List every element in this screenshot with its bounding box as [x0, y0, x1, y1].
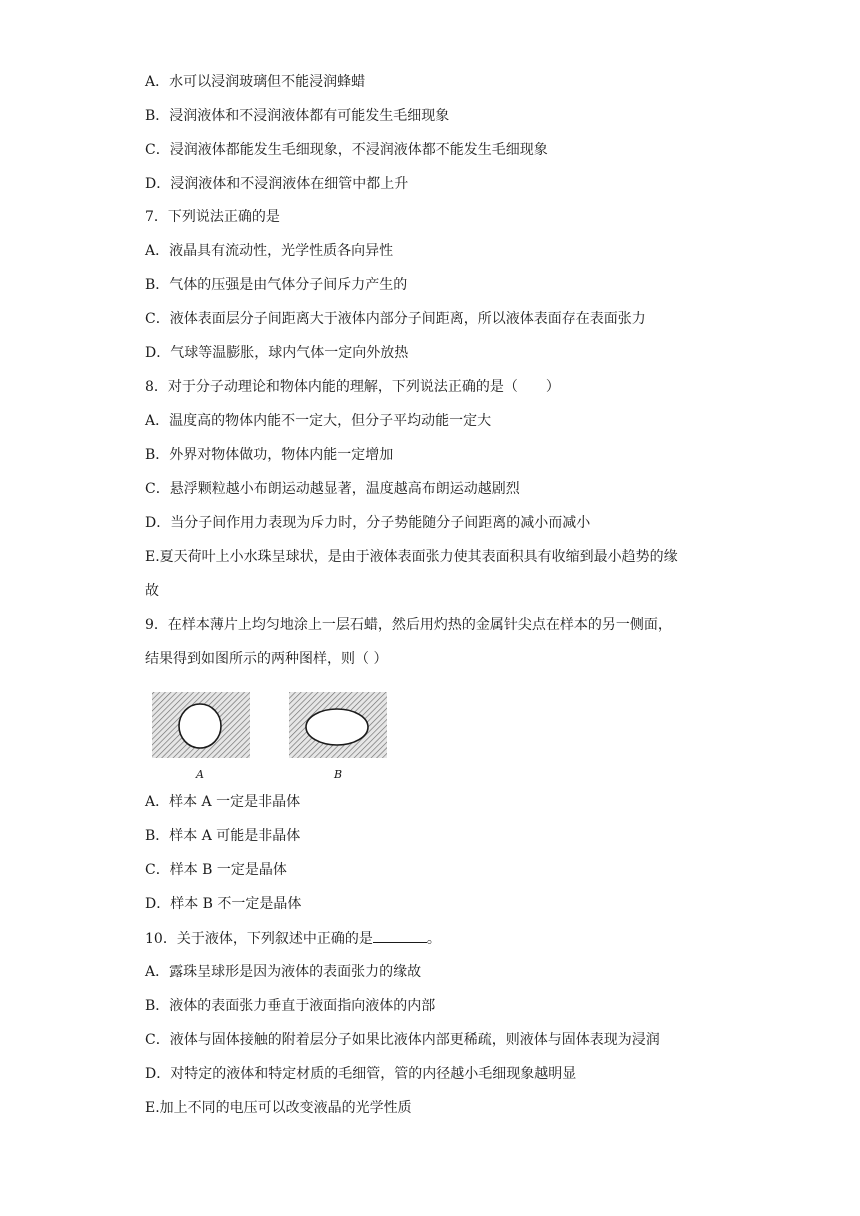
q10-stem-end: 。	[426, 931, 441, 947]
q9-option-b: B．样本 A 可能是非晶体	[145, 828, 301, 844]
q7-option-b: B．气体的压强是由气体分子间斥力产生的	[145, 277, 408, 293]
sample-b-melt-ellipse	[306, 709, 368, 745]
q6-option-b: B．浸润液体和不浸润液体都有可能发生毛细现象	[145, 108, 450, 124]
q9-option-d: D．样本 B 不一定是晶体	[145, 896, 302, 912]
q7-option-d: D．气球等温膨胀，球内气体一定向外放热	[145, 345, 409, 361]
q8-option-a: A．温度高的物体内能不一定大，但分子平均动能一定大	[145, 413, 492, 429]
figure-label-b: B	[334, 768, 343, 781]
q9-stem-line2: 结果得到如图所示的两种图样，则（ ）	[145, 651, 388, 667]
q9-option-a: A．样本 A 一定是非晶体	[145, 794, 301, 810]
q10-option-b: B．液体的表面张力垂直于液面指向液体的内部	[145, 998, 436, 1014]
q9-option-c: C．样本 B 一定是晶体	[145, 862, 287, 878]
q8-option-b: B．外界对物体做功，物体内能一定增加	[145, 447, 394, 463]
wax-melt-figure-svg	[150, 690, 390, 782]
q10-option-d: D．对特定的液体和特定材质的毛细管，管的内径越小毛细现象越明显	[145, 1066, 577, 1082]
q10-option-e: E.加上不同的电压可以改变液晶的光学性质	[145, 1100, 412, 1116]
q10-stem	[145, 928, 441, 949]
q6-option-d: D．浸润液体和不浸润液体在细管中都上升	[145, 176, 409, 192]
wax-melt-figure	[150, 690, 390, 782]
q7-option-c: C．液体表面层分子间距离大于液体内部分子间距离，所以液体表面存在表面张力	[145, 311, 646, 327]
q8-option-d: D．当分子间作用力表现为斥力时，分子势能随分子间距离的减小而减小	[145, 515, 591, 531]
q10-option-a: A．露珠呈球形是因为液体的表面张力的缘故	[145, 964, 422, 980]
q7-option-a: A．液晶具有流动性，光学性质各向异性	[145, 243, 394, 259]
q10-option-c: C．液体与固体接触的附着层分子如果比液体内部更稀疏，则液体与固体表现为浸润	[145, 1032, 660, 1048]
q9-stem-line1: 9．在样本薄片上均匀地涂上一层石蜡，然后用灼热的金属针尖点在样本的另一侧面，	[145, 617, 672, 633]
q8-option-c: C．悬浮颗粒越小布朗运动越显著，温度越高布朗运动越剧烈	[145, 481, 520, 497]
q10-stem-text: 10．关于液体，下列叙述中正确的是	[145, 931, 373, 947]
q7-stem: 7．下列说法正确的是	[145, 209, 280, 225]
q8-option-e-line1: E.夏天荷叶上小水珠呈球状，是由于液体表面张力使其表面积具有收缩到最小趋势的缘	[145, 549, 678, 565]
sample-a-melt-circle	[179, 704, 221, 748]
q6-option-a: A．水可以浸润玻璃但不能浸润蜂蜡	[145, 74, 366, 90]
q8-option-e-line2: 故	[145, 583, 159, 599]
figure-label-a: A	[196, 768, 204, 781]
q10-answer-blank	[373, 928, 427, 943]
q8-stem: 8．对于分子动理论和物体内能的理解，下列说法正确的是（ ）	[145, 379, 560, 395]
q6-option-c: C．浸润液体都能发生毛细现象，不浸润液体都不能发生毛细现象	[145, 142, 548, 158]
